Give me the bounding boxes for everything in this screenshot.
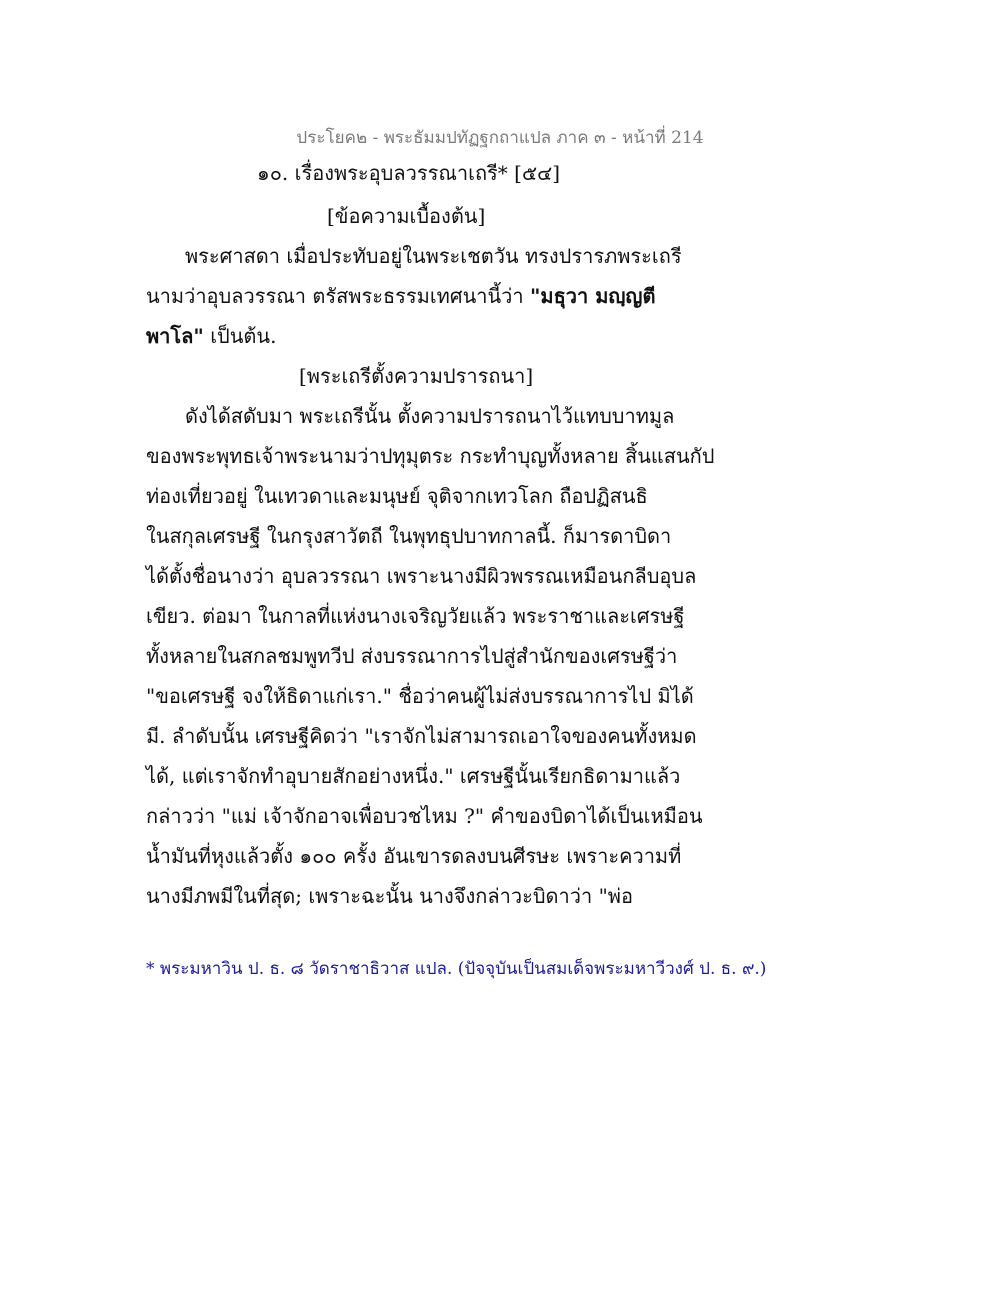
section-heading-intro: [ข้อความเบื้องต้น] — [327, 204, 486, 228]
body-line: ท่องเที่ยวอยู่ ในเทวดาและมนุษย์ จุติจากเทวโลก ถือปฏิสนธิ — [146, 484, 648, 508]
body-line: ได้, แต่เราจักทำอุบายสักอย่างหนึ่ง." เศรษฐีนั้นเรียกธิดามาแล้ว — [146, 764, 681, 788]
story-title: ๑๐. เรื่องพระอุบลวรรณาเถรี* [๕๔] — [257, 161, 561, 185]
body-line: เขียว. ต่อมา ในกาลที่แห่งนางเจริญวัยแล้ว พระราชาและเศรษฐี — [146, 604, 685, 628]
footnote: * พระมหาวิน ป. ธ. ๘ วัดราชาธิวาส แปล. (ปัจจุบันเป็นสมเด็จพระมหาวีวงศ์ ป. ธ. ๙.) — [146, 959, 767, 979]
body-line: น้ำมันที่หุงแล้วตั้ง ๑๐๐ ครั้ง อันเขารดลงบนศีรษะ เพราะความที่ — [146, 844, 682, 868]
intro-line-3 — [146, 323, 276, 349]
intro-line-1: พระศาสดา เมื่อประทับอยู่ในพระเชตวัน ทรงปรารภพระเถรี — [185, 244, 682, 268]
body-line: ทั้งหลายในสกลชมพูทวีป ส่งบรรณาการไปสู่สำนักของเศรษฐีว่า — [146, 644, 678, 668]
intro-line-2-text: นามว่าอุบลวรรณา ตรัสพระธรรมเทศนานี้ว่า — [146, 284, 530, 308]
body-line: ของพระพุทธเจ้าพระนามว่าปทุมุตระ กระทำบุญทั้งหลาย สิ้นแสนกัป — [146, 444, 715, 468]
body-line: ในสกุลเศรษฐี ในกรุงสาวัตถี ในพุทธุปบาทกาลนี้. ก็มารดาบิดา — [146, 524, 672, 548]
page-header: ประโยค๒ - พระธัมมปทัฏฐกถาแปล ภาค ๓ - หน้าที่ 214 — [296, 128, 704, 148]
section-heading-aspiration: [พระเถรีตั้งความปรารถนา] — [299, 364, 534, 388]
body-line: นางมีภพมีในที่สุด; เพราะฉะนั้น นางจึงกล่าวะบิดาว่า "พ่อ — [146, 884, 633, 908]
verse-quote-start: "มธุวา มญฺญตี — [529, 284, 656, 308]
body-line: ได้ตั้งชื่อนางว่า อุบลวรรณา เพราะนางมีผิวพรรณเหมือนกลีบอุบล — [146, 564, 697, 588]
body-line: ดังได้สดับมา พระเถรีนั้น ตั้งความปรารถนาไว้แทบบาทมูล — [185, 404, 675, 428]
intro-line-2 — [146, 283, 655, 309]
body-line: กล่าวว่า "แม่ เจ้าจักอาจเพื่อบวชไหม ?" คำของบิดาได้เป็นเหมือน — [146, 804, 703, 828]
intro-line-3-text: เป็นต้น. — [203, 324, 277, 348]
verse-quote-end: พาโล" — [146, 324, 204, 348]
body-line: มี. ลำดับนั้น เศรษฐีคิดว่า "เราจักไม่สามารถเอาใจของคนทั้งหมด — [146, 724, 697, 748]
body-line: "ขอเศรษฐี จงให้ธิดาแก่เรา." ชื่อว่าคนผู้ไม่ส่งบรรณาการไป มิได้ — [146, 684, 694, 708]
